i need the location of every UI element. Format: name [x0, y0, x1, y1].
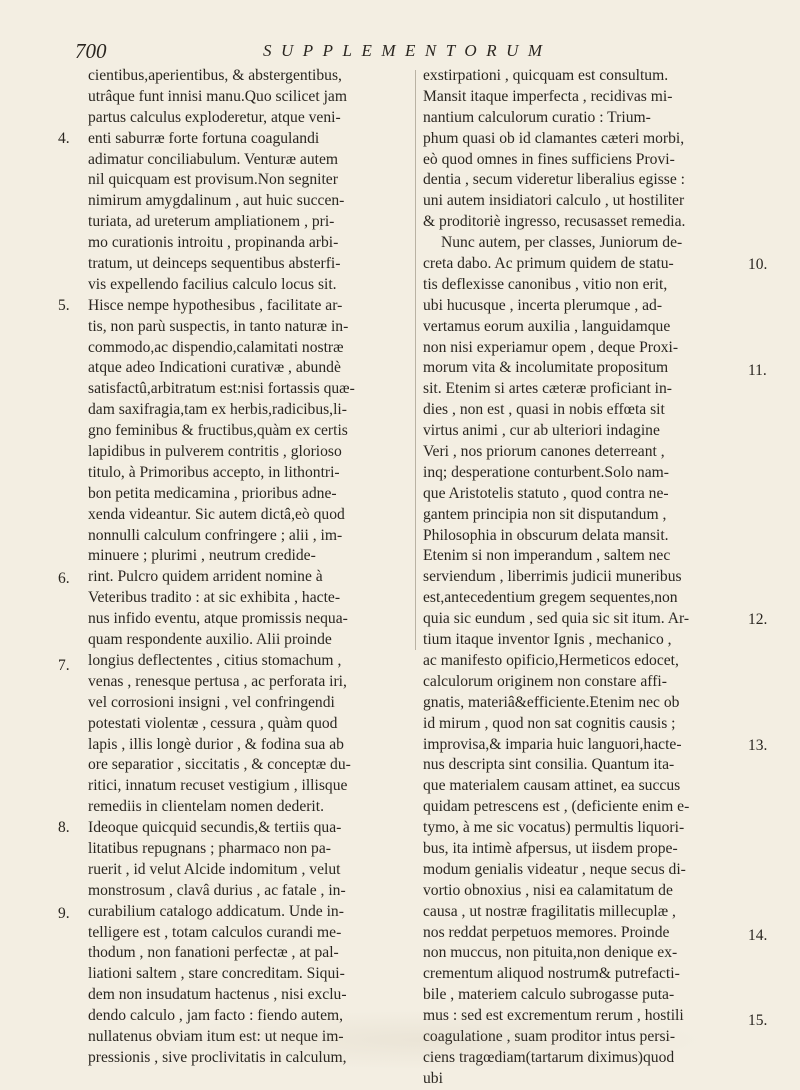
text-line: mo curationis introitu , propinanda arbi- — [88, 234, 339, 252]
text-line: lapis , illis longè durior , & fodina sua ab — [88, 735, 344, 753]
text-line: calculorum originem non constare affi- — [423, 672, 667, 690]
text-line: que materialem causam attinet, ea succus — [423, 777, 681, 795]
text-line: bile , materiem calculo subrogasse puta- — [423, 986, 675, 1004]
text-line: dentia , secum videretur liberalius egisse : — [423, 171, 685, 189]
text-line: liationi saltem , stare concreditam. Siqui- — [88, 965, 345, 983]
text-line: nus infido eventu, atque promissis nequa- — [88, 610, 348, 628]
margin-number-6: 6. — [58, 570, 70, 587]
text-line: quidam petrescens est , (deficiente enim e- — [423, 798, 690, 816]
text-line: satisfactû,arbitratum est:nisi fortassis quæ- — [88, 380, 355, 398]
text-line: tium itaque inventor Ignis , mechanico , — [423, 631, 672, 649]
text-line: serviendum , liberrimis judicii muneribus — [423, 568, 682, 586]
text-line: Veri , nos priorum canones deterreant , — [423, 443, 665, 461]
margin-number-5: 5. — [58, 297, 70, 314]
margin-number-10: 10. — [748, 256, 768, 273]
text-line: litatibus repugnans ; pharmaco non pa- — [88, 839, 331, 857]
text-line: id mirum , quod non sat cognitis causis ; — [423, 714, 676, 732]
text-line: tis, non parù suspectis, in tanto naturæ in- — [88, 317, 349, 335]
text-line: nos reddat perpetuos memores. Proinde — [423, 923, 670, 941]
text-line: nimirum amygdalinum , aut huic succen- — [88, 192, 345, 210]
text-line: tis deflexisse canonibus , vitio non erit, — [423, 275, 668, 293]
text-line: nantium calculorum curatio : Trium- — [423, 108, 651, 126]
text-line: partus calculus exploderetur, atque veni- — [88, 108, 341, 126]
text-line: thodum , non fanationi perfectæ , at pal- — [88, 944, 339, 962]
text-line: tymo, à me sic vocatus) permultis liquori- — [423, 819, 685, 837]
margin-number-9: 9. — [58, 905, 70, 922]
margin-number-8: 8. — [58, 819, 70, 836]
text-line: exstirpationi , quicquam est consultum. — [423, 67, 669, 84]
text-line: adimatur conciliabulum. Venturæ autem — [88, 150, 339, 168]
text-line: commodo,ac dispendio,calamitati nostræ — [88, 338, 344, 356]
text-line: ubi — [423, 1069, 443, 1087]
left-column — [88, 66, 408, 1069]
text-line: bon petita medicamina , prioribus adne- — [88, 484, 337, 502]
text-line: que Aristotelis statuto , quod contra ne- — [423, 484, 669, 502]
text-line: sit. Etenim si artes cæteræ proficiant in- — [423, 380, 673, 398]
text-line: pressionis , sive proclivitatis in calculum, — [88, 1048, 347, 1066]
text-line: Mansit itaque imperfecta , recidivas mi- — [423, 87, 673, 105]
text-line: vertamus eorum auxilia , languidamque — [423, 317, 671, 335]
text-line: creta dabo. Ac primum quidem de statu- — [423, 255, 674, 273]
page-header — [75, 37, 775, 67]
text-line: Veteribus tradito : at sic exhibita , hacte- — [88, 589, 341, 607]
text-line: vel corrosioni insigni , vel confringendi — [88, 693, 335, 711]
text-line: & proditoriè ingresso, recusasset remedia. — [423, 213, 686, 231]
text-line: Ideoque quicquid secundis,& tertiis qua- — [88, 819, 342, 837]
text-line: lapidibus in pulverem contritis , glorioso — [88, 443, 342, 461]
right-column — [423, 66, 745, 1090]
text-line: atque adeo Indicationi curativæ , abundè — [88, 359, 341, 377]
paper-stain — [150, 1010, 710, 1070]
text-line: curabilium catalogo addicatum. Unde in- — [88, 902, 344, 920]
running-title: SUPPLEMENTORUM — [263, 41, 552, 60]
text-line: nus descripta sint consilia. Quantum ita- — [423, 756, 675, 774]
text-line: utrâque funt innisi manu.Quo scilicet jam — [88, 87, 347, 105]
text-line: vortio obnoxius , nisi ea calamitatum de — [423, 881, 673, 899]
text-line: coagulatione , suam proditor intus persi- — [423, 1027, 676, 1045]
text-line: Philosophia in obscurum delata mansit. — [423, 526, 669, 544]
text-line: nonnulli calculum confringere ; alii , im- — [88, 526, 343, 544]
column-divider — [415, 70, 416, 650]
text-line: eò quod omnes in fines sufficiens Provi- — [423, 150, 675, 168]
text-line: turiata, ad ureterum ampliationem , pri- — [88, 213, 335, 231]
text-line: improvisa,& imparia huic languori,hacte- — [423, 735, 682, 753]
margin-number-15: 15. — [748, 1012, 768, 1029]
text-line: tratum, ut deinceps sequentibus absterfi- — [88, 255, 341, 273]
text-line: Etenim si non imperandum , saltem nec — [423, 547, 671, 565]
text-line: ubi hucusque , incerta plerumque , ad- — [423, 296, 663, 314]
text-line: longius deflectentes , citius stomachum , — [88, 651, 342, 669]
text-line: gnatis, materiâ&efficiente.Etenim nec ob — [423, 693, 680, 711]
text-line: quam respondente auxilio. Alii proinde — [88, 631, 332, 649]
text-line: xenda videantur. Sic autem dictâ,eò quod — [88, 505, 345, 523]
text-line: ciens tragœdiam(tartarum diximus)quod — [423, 1048, 675, 1066]
margin-number-7: 7. — [58, 657, 70, 674]
text-line: virtus animi , cur ab ulteriori indagine — [423, 422, 660, 440]
margin-number-11: 11. — [748, 362, 767, 379]
text-line: cientibus,aperientibus, & abstergentibus, — [88, 67, 342, 84]
text-line: crementum aliquod nostrum& putrefacti- — [423, 965, 680, 983]
text-line: quia sic eundum , sed quia sic sit itum. Ar- — [423, 610, 690, 628]
text-line: bus, ita intimè afpersus, ut iisdem prope- — [423, 839, 678, 857]
text-line: vis expellendo facilius calculo locus sit. — [88, 275, 337, 293]
text-line: nullatenus obviam itum est: ut neque im- — [88, 1027, 344, 1045]
margin-number-4: 4. — [58, 130, 70, 147]
text-line: titulo, à Primoribus accepto, in lithontri- — [88, 463, 340, 481]
text-line: nil quicquam est provisum.Non segniter — [88, 171, 338, 189]
text-line: Nunc autem, per classes, Juniorum de- — [441, 234, 683, 252]
margin-number-13: 13. — [748, 737, 768, 754]
text-line: mus : sed est excrementum rerum , hostili — [423, 1007, 684, 1025]
text-line: gantem principia non sit disputandum , — [423, 505, 667, 523]
text-line: non muccus, non pituita,non denique ex- — [423, 944, 678, 962]
text-line: ritici, innatum recuset vestigium , illisque — [88, 777, 348, 795]
text-line: uni autem insidiatori calculo , ut hostiliter — [423, 192, 685, 210]
text-line: dem non insudatum hactenus , nisi exclu- — [88, 986, 347, 1004]
text-line: inq; desperatione conturbent.Solo nam- — [423, 463, 669, 481]
text-line: dam saxifragia,tam ex herbis,radicibus,li- — [88, 401, 347, 419]
text-line: potestati violentæ , cessura , quàm quod — [88, 714, 338, 732]
page-number: 700 — [75, 39, 107, 63]
text-line: causa , ut nostræ fragilitatis millecuplæ , — [423, 902, 676, 920]
text-line: telligere est , totam calculos curandi me- — [88, 923, 342, 941]
text-line: monstrosum , clavâ durius , ac fatale , in- — [88, 881, 346, 899]
margin-number-12: 12. — [748, 611, 768, 628]
text-line: rint. Pulcro quidem arrident nomine à — [88, 568, 323, 586]
text-line: modum genialis videatur , neque secus di- — [423, 860, 686, 878]
text-line: morum vita & incolumitate propositum — [423, 359, 669, 377]
text-line: enti saburræ forte fortuna coagulandi — [88, 129, 320, 147]
text-line: ac manifesto opificio,Hermeticos edocet, — [423, 651, 679, 669]
text-line: dies , non est , quasi in nobis effœta sit — [423, 401, 665, 419]
text-line: minuere ; plurimi , neutrum credide- — [88, 547, 316, 565]
text-line: venas , renesque pertusa , ac perforata iri, — [88, 672, 347, 690]
text-line: est,antecedentium gregem sequentes,non — [423, 589, 678, 607]
text-line: dendo calculo , jam facto : fiendo autem, — [88, 1007, 344, 1025]
text-line: phum quasi ob id clamantes cæteri morbi, — [423, 129, 685, 147]
text-line: ore separatior , siccitatis , & conceptæ du- — [88, 756, 351, 774]
margin-number-14: 14. — [748, 927, 768, 944]
text-line: non nisi experiamur opem , deque Proxi- — [423, 338, 679, 356]
text-line: Hisce nempe hypothesibus , facilitate ar- — [88, 296, 343, 314]
text-line: remediis in clientelam nomen dederit. — [88, 798, 324, 816]
text-line: ruerit , id velut Alcide indomitum , velut — [88, 860, 341, 878]
text-line: gno feminibus & fructibus,quàm ex certis — [88, 422, 348, 440]
